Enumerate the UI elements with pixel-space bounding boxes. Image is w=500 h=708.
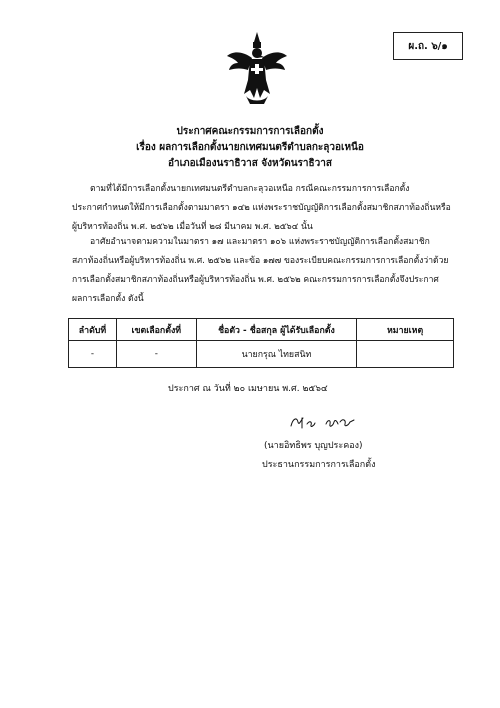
paragraph-line: อาศัยอำนาจตามความในมาตรา ๑๗ และมาตรา ๑๐๖ แห่งพระราชบัญญัติการเลือกตั้งสมาชิก <box>90 237 430 247</box>
paragraph-line: การเลือกตั้งสมาชิกสภาท้องถิ่นหรือผู้บริหารท้องถิ่น พ.ศ. ๒๕๖๒ คณะกรรมการการเลือกตั้งจึงประกาศ <box>72 275 439 285</box>
column-header-elected-name: ชื่อตัว - ชื่อสกุล ผู้ได้รับเลือกตั้ง <box>196 319 357 341</box>
paragraph-line: สภาท้องถิ่นหรือผู้บริหารท้องถิ่น พ.ศ. ๒๕๖๒ และข้อ ๑๗๗ ของระเบียบคณะกรรมการการเลือกตั้งว่าด้วย <box>72 256 449 266</box>
garuda-emblem-icon <box>226 30 288 106</box>
signatory-name: (นายอิทธิพร บุญประคอง) <box>264 441 363 451</box>
column-header-remarks: หมายเหตุ <box>357 319 454 341</box>
paragraph-line: ประกาศกำหนดให้มีการเลือกตั้งตามมาตรา ๑๔๒ แห่งพระราชบัญญัติการเลือกตั้งสมาชิกสภาท้องถิ่นหรือ <box>72 203 451 213</box>
cell-order: - <box>69 341 117 368</box>
cell-elected-name: นายกรุณ ไทยสนิท <box>196 341 357 368</box>
signatory-title: ประธานกรรมการการเลือกตั้ง <box>262 460 376 470</box>
results-table <box>68 318 454 368</box>
column-header-district: เขตเลือกตั้งที่ <box>116 319 196 341</box>
paragraph-line: ผลการเลือกตั้ง ดังนี้ <box>72 294 144 304</box>
form-code-box: ผ.ถ. ๖/๑ <box>393 32 463 60</box>
cell-district: - <box>116 341 196 368</box>
paragraph-line: ผู้บริหารท้องถิ่น พ.ศ. ๒๕๖๒ เมื่อวันที่ ๒๘ มีนาคม พ.ศ. ๒๕๖๔ นั้น <box>72 222 313 232</box>
table-row <box>69 341 454 368</box>
paragraph-authority <box>72 233 460 309</box>
announcement-issuer: ประกาศคณะกรรมการการเลือกตั้ง <box>176 126 324 137</box>
announcement-subject: เรื่อง ผลการเลือกตั้งนายกเทศมนตรีตำบลกะลุวอเหนือ <box>136 142 364 153</box>
paragraph-line: ตามที่ได้มีการเลือกตั้งนายกเทศมนตรีตำบลกะลุวอเหนือ กรณีคณะกรรมการการเลือกตั้ง <box>90 184 410 194</box>
column-header-order: ลำดับที่ <box>69 319 117 341</box>
handwritten-signature <box>288 412 358 432</box>
table-header-row <box>69 319 454 341</box>
paragraph-background <box>72 180 460 237</box>
announcement-location: อำเภอเมืองนราธิวาส จังหวัดนราธิวาส <box>168 158 332 169</box>
cell-remarks <box>357 341 454 368</box>
announcement-date: ประกาศ ณ วันที่ ๒๐ เมษายน พ.ศ. ๒๕๖๔ <box>168 384 328 394</box>
